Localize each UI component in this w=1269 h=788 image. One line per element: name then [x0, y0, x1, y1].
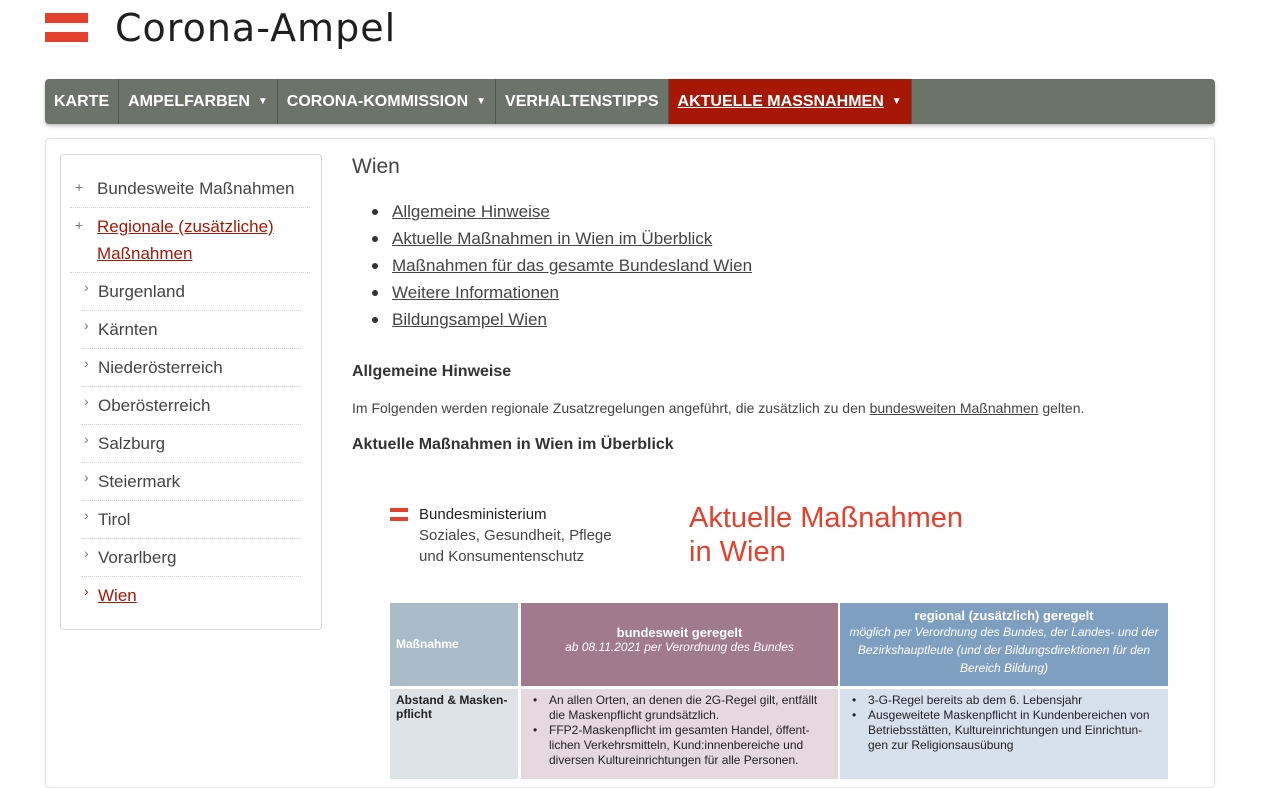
chevron-right-icon: › [84, 507, 89, 523]
table-header-massnahme: Maßnahme [390, 603, 518, 686]
divider [81, 538, 301, 539]
divider [70, 272, 310, 273]
chevron-right-icon: › [84, 583, 89, 599]
nav-corona-kommission[interactable] [278, 79, 496, 124]
intro-paragraph [352, 400, 1084, 416]
sidebar-item-regionale[interactable] [70, 213, 310, 269]
nav-aktuelle-massnahmen[interactable] [669, 79, 912, 124]
sidebar-item-steiermark[interactable] [81, 468, 301, 495]
sidebar-item-oberoesterreich[interactable] [81, 392, 301, 419]
header-subtitle: ab 08.11.2021 per Verordnung des Bundes [565, 640, 794, 654]
nav-label: AKTUELLE MASSNAHMEN [677, 92, 884, 110]
toc-link[interactable]: Maßnahmen für das gesamte Bundesland Wien [392, 256, 753, 275]
nav-label: AMPELFARBEN [128, 92, 250, 110]
caret-down-icon: ▼ [891, 96, 902, 107]
divider [81, 576, 301, 577]
table-cell-bundesweit [521, 689, 838, 779]
sidebar-item-niederoesterreich[interactable] [81, 354, 301, 381]
site-title[interactable]: Corona-Ampel [115, 6, 397, 50]
sidebar-item-label: Regionale (zusätzliche) [97, 217, 274, 236]
page-title: Wien [352, 155, 400, 178]
sidebar-item-kaernten[interactable] [81, 316, 301, 343]
table-header-bundesweit [521, 603, 838, 686]
sidebar-item-label: Bundesweite Maßnahmen [97, 179, 295, 198]
sidebar-item-label: Salzburg [98, 434, 166, 453]
caret-down-icon: ▼ [476, 96, 487, 107]
toc-item[interactable] [372, 308, 752, 335]
list-item: • Ausgeweitete Maskenpflicht in Kundenbereichen von Betriebsstätten, Kultureinrichtungen und Einrichtun-gen zur Religionsausübung [846, 708, 1162, 753]
para-text: gelten. [1038, 400, 1085, 416]
chevron-right-icon: › [84, 393, 89, 409]
divider [70, 207, 310, 208]
divider [81, 348, 301, 349]
plus-icon: + [75, 179, 84, 195]
sidebar-item-label: Steiermark [98, 472, 181, 491]
header-title: bundesweit geregelt [616, 625, 743, 640]
sidebar-item-tirol[interactable] [81, 506, 301, 533]
sidebar-item-label: Niederösterreich [98, 358, 223, 377]
chevron-right-icon: › [84, 469, 89, 485]
sidebar-item-label: Tirol [98, 510, 131, 529]
sidebar-item-wien[interactable] [81, 582, 301, 609]
section-heading-allgemeine: Allgemeine Hinweise [352, 363, 512, 380]
sidebar-item-label: Burgenland [98, 282, 185, 301]
nav-verhaltenstipps[interactable] [496, 79, 669, 124]
divider [81, 424, 301, 425]
measures-infographic [380, 490, 1180, 774]
section-heading-ueberblick: Aktuelle Maßnahmen in Wien im Überblick [352, 436, 674, 453]
main-nav [45, 79, 1215, 124]
chevron-right-icon: › [84, 545, 89, 561]
list-item: • An allen Orten, an denen die 2G-Regel gilt, entfällt die Maskenpflicht grundsätzlich. [527, 693, 832, 723]
chevron-right-icon: › [84, 431, 89, 447]
toc-link[interactable]: Aktuelle Maßnahmen in Wien im Überblick [392, 229, 713, 248]
site-header [0, 0, 1269, 70]
sidebar-item-label: Wien [98, 586, 137, 605]
nav-ampelfarben[interactable] [119, 79, 278, 124]
chevron-right-icon: › [84, 355, 89, 371]
divider [81, 386, 301, 387]
nav-karte[interactable] [45, 79, 119, 124]
table-of-contents [372, 200, 752, 335]
austria-flag-icon [390, 508, 408, 521]
toc-link[interactable]: Allgemeine Hinweise [392, 202, 550, 221]
nav-label: CORONA-KOMMISSION [286, 92, 469, 110]
sidebar-item-bundesweite[interactable] [70, 175, 310, 203]
table-cell-regional [840, 689, 1168, 779]
nav-label: KARTE [54, 92, 110, 110]
infographic-title: in Wien [689, 536, 786, 568]
ministry-name: Soziales, Gesundheit, Pflege [419, 527, 612, 544]
caret-down-icon: ▼ [257, 96, 268, 107]
plus-icon: + [75, 217, 84, 233]
toc-item[interactable] [372, 281, 752, 308]
table-row-label: Abstand & Masken-pflicht [390, 689, 518, 779]
sidebar-item-label: Maßnahmen [97, 244, 193, 263]
sidebar-item-label: Vorarlberg [98, 548, 177, 567]
header-subtitle: möglich per Verordnung des Bundes, der Landes- und der Bezirkshauptleute (und der Bildungsdirektionen für den Bereich Bildung) [849, 625, 1159, 675]
sidebar-item-label: Kärnten [98, 320, 158, 339]
divider [81, 310, 301, 311]
nav-label: VERHALTENSTIPPS [505, 92, 659, 110]
divider [81, 500, 301, 501]
toc-link[interactable]: Bildungsampel Wien [392, 310, 547, 329]
divider [81, 462, 301, 463]
toc-item[interactable] [372, 200, 752, 227]
para-text: Im Folgenden werden regionale Zusatzregelungen angeführt, die zusätzlich zu den [352, 400, 870, 416]
toc-item[interactable] [372, 254, 752, 281]
austria-flag-logo[interactable] [45, 13, 88, 42]
toc-item[interactable] [372, 227, 752, 254]
ministry-name: und Konsumentenschutz [419, 548, 585, 565]
chevron-right-icon: › [84, 279, 89, 295]
sidebar-item-salzburg[interactable] [81, 430, 301, 457]
sidebar-item-burgenland[interactable] [81, 278, 301, 305]
header-title: regional (zusätzlich) geregelt [914, 608, 1094, 623]
ministry-name: Bundesministerium [419, 506, 547, 523]
sidebar-item-label: Oberösterreich [98, 396, 211, 415]
toc-link[interactable]: Weitere Informationen [392, 283, 559, 302]
list-item: • FFP2-Maskenpflicht im gesamten Handel, öffent-lichen Verkehrsmitteln, Kund:innenbereiche und diversen Kultureinrichtungen für alle Personen. [527, 723, 832, 768]
infographic-title: Aktuelle Maßnahmen [689, 502, 964, 534]
sidebar-item-vorarlberg[interactable] [81, 544, 301, 571]
bundesweite-link[interactable]: bundesweiten Maßnahmen [869, 400, 1039, 416]
list-item: • 3-G-Regel bereits ab dem 6. Lebensjahr [846, 693, 1162, 708]
table-header-regional [840, 603, 1168, 686]
chevron-right-icon: › [84, 317, 89, 333]
